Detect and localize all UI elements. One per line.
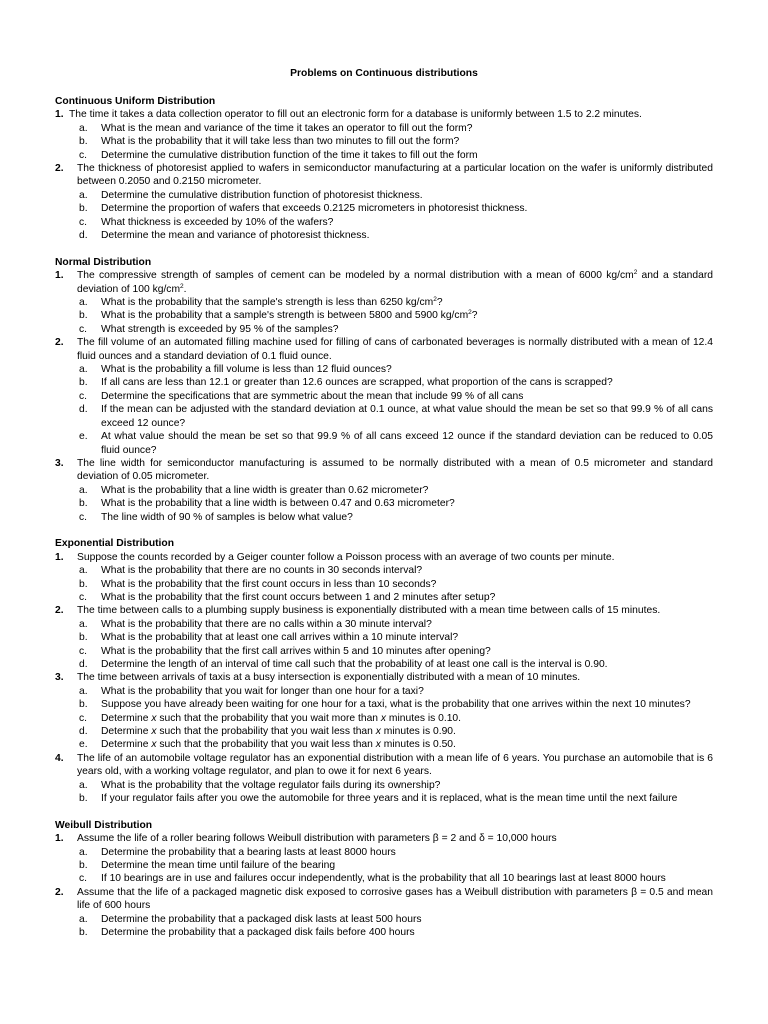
question (55, 886, 713, 913)
sub-question-letter: a. (79, 618, 88, 630)
sub-question-letter: c. (79, 645, 88, 657)
question-text: Assume that the life of a packaged magnetic disk exposed to corrosive gases has a Weibull distribution with parameters β = 0.5 and mean life of 600 hours (77, 886, 713, 912)
sub-question-text: What thickness is exceeded by 10% of the wafers? (101, 216, 334, 228)
sub-question-text: What is the mean and variance of the time it takes an operator to fill out the form? (101, 122, 473, 134)
sub-question-text: Determine the length of an interval of time call such that the probability of at least one call is the interval is 0.90. (101, 658, 608, 670)
sub-question-text: What is the probability that the first call arrives within 5 and 10 minutes after opening? (101, 645, 491, 657)
sub-question-text: Determine the probability that a packaged disk lasts at least 500 hours (101, 913, 422, 925)
sub-question (55, 216, 713, 229)
sub-question-letter: c. (79, 216, 88, 228)
sub-question (55, 296, 713, 309)
question-number: 1. (55, 270, 64, 282)
sub-question-letter: c. (79, 511, 88, 523)
section-gap (55, 242, 713, 255)
question (55, 269, 713, 296)
sub-question-text: Determine x such that the probability that you wait more than x minutes is 0.10. (101, 712, 462, 724)
sub-question-letter: b. (79, 377, 88, 389)
question-text: The fill volume of an automated filling machine used for filling of cans of carbonated beverages is normally distributed with a mean of 12.4 fluid ounces and a standard deviation of 0.1 fluid ounce. (77, 337, 713, 362)
document-title: Problems on Continuous distributions (290, 68, 478, 79)
sub-question (55, 135, 713, 148)
sub-question (55, 578, 713, 591)
sub-question-letter: b. (79, 860, 88, 872)
sub-question-letter: a. (79, 913, 88, 925)
sub-question-text: If all cans are less than 12.1 or greater than 12.6 ounces are scrapped, what proportion of the cans is scrapped? (101, 377, 613, 389)
section-gap (55, 805, 713, 818)
sub-question-text: If your regulator fails after you owe the automobile for three years and it is replaced, what is the mean time until the next failure (101, 793, 678, 805)
sub-question (55, 685, 713, 698)
sub-question-text: Determine the probability that a packaged disk fails before 400 hours (101, 927, 415, 939)
sub-question-letter: b. (79, 699, 88, 711)
section-heading: Weibull Distribution (55, 819, 153, 831)
sub-question-text: Determine the mean time until failure of the bearing (101, 860, 336, 872)
sub-question (55, 658, 713, 671)
sub-question (55, 376, 713, 389)
sub-question (55, 363, 713, 376)
sub-question (55, 430, 713, 457)
question-number: 3. (55, 672, 64, 684)
sub-question-letter: a. (79, 846, 88, 858)
sub-question (55, 698, 713, 711)
sub-question-letter: e. (79, 739, 88, 751)
sub-question-text: Determine the mean and variance of photoresist thickness. (101, 230, 370, 242)
question (55, 671, 713, 684)
sub-question (55, 122, 713, 135)
sub-question-text: What is the probability that there are no counts in 30 seconds interval? (101, 565, 423, 577)
sub-question (55, 725, 713, 738)
sub-question (55, 511, 713, 524)
sub-question-text: What is the probability that there are no calls within a 30 minute interval? (101, 618, 432, 630)
sub-question-text: What is the probability a fill volume is less than 12 fluid ounces? (101, 364, 392, 376)
sub-question-text: Determine the cumulative distribution function of photoresist thickness. (101, 189, 423, 201)
sub-question-letter: b. (79, 632, 88, 644)
sub-question-text: Suppose you have already been waiting for one hour for a taxi, what is the probability that one arrives within the next 10 minutes? (101, 699, 691, 711)
sub-question (55, 859, 713, 872)
sub-question-letter: b. (79, 498, 88, 510)
sub-question-letter: c. (79, 149, 88, 161)
sub-question-letter: b. (79, 578, 88, 590)
question-text: The life of an automobile voltage regulator has an exponential distribution with a mean life of 6 years. You purchase an automobile that is 6 years old, with a working voltage regulator, and plan to owe it for next 6 years. (77, 752, 713, 778)
sub-question-letter: a. (79, 297, 88, 309)
question (55, 832, 713, 845)
sub-question-text: Determine the specifications that are symmetric about the mean that include 99 % of all cans (101, 390, 524, 402)
sub-question (55, 189, 713, 202)
sub-question (55, 202, 713, 215)
sub-question (55, 591, 713, 604)
question (55, 752, 713, 779)
sub-question-text: What is the probability that at least one call arrives within a 10 minute interval? (101, 632, 459, 644)
document-body (55, 95, 713, 939)
sub-question (55, 913, 713, 926)
question-number: 2. (55, 163, 64, 175)
section-heading: Continuous Uniform Distribution (55, 96, 216, 107)
question-text: The compressive strength of samples of cement can be modeled by a normal distribution with a mean of 6000 $kg/cm^2$ and a standard deviation of 100 $kg/cm^2$. (77, 269, 713, 295)
question-text: The time between arrivals of taxis at a busy intersection is exponentially distributed with a mean of 10 minutes. (77, 672, 581, 684)
sub-question-letter: d. (79, 726, 88, 738)
section-heading: Exponential Distribution (55, 538, 174, 550)
sub-question-letter: b. (79, 793, 88, 805)
sub-question (55, 872, 713, 885)
sub-question (55, 631, 713, 644)
sub-question-letter: a. (79, 685, 88, 697)
sub-question-letter: b. (79, 136, 88, 148)
sub-question (55, 618, 713, 631)
sub-question (55, 309, 713, 322)
question (55, 604, 713, 617)
sub-question-text: What is the probability that you wait for longer than one hour for a taxi? (101, 685, 424, 697)
sub-question (55, 149, 713, 162)
sub-question (55, 390, 713, 403)
document-page (55, 67, 713, 939)
sub-question (55, 926, 713, 939)
sub-question-letter: b. (79, 927, 88, 939)
sub-question (55, 792, 713, 805)
sub-question-text: What is the probability that the voltage regulator fails during its ownership? (101, 779, 441, 791)
question (55, 551, 713, 564)
sub-question-letter: c. (79, 712, 88, 724)
sub-question-text: What is the probability that a line width is between 0.47 and 0.63 micrometer? (101, 498, 455, 510)
question (55, 457, 713, 484)
sub-question-letter: d. (79, 404, 88, 416)
sub-question-text: What is the probability that the first count occurs between 1 and 2 minutes after setup? (101, 591, 496, 603)
section-gap (55, 524, 713, 537)
sub-question-letter: e. (79, 431, 88, 443)
sub-question-text: Determine the probability that a bearing lasts at least 8000 hours (101, 846, 396, 858)
sub-question-letter: d. (79, 230, 88, 242)
sub-question-text: What strength is exceeded by 95 % of the samples? (101, 323, 339, 335)
sub-question-letter: a. (79, 779, 88, 791)
sub-question (55, 403, 713, 430)
sub-question-letter: b. (79, 203, 88, 215)
question-number: 1. (55, 551, 64, 563)
sub-question-text: If the mean can be adjusted with the standard deviation at 0.1 ounce, at what value should the mean be set so that 99.9 % of all cans exceed 12 ounce? (101, 404, 713, 429)
sub-question-text: Determine x such that the probability that you wait less than x minutes is 0.90. (101, 726, 456, 738)
sub-question-text: What is the probability that the first count occurs in less than 10 seconds? (101, 578, 437, 590)
sub-question-text: Determine the proportion of wafers that exceeds 0.2125 micrometers in photoresist thickness. (101, 203, 528, 215)
sub-question-text: What is the probability that it will take less than two minutes to fill out the form? (101, 136, 460, 148)
sub-question-letter: a. (79, 364, 88, 376)
question-text: Assume the life of a roller bearing follows Weibull distribution with parameters β = 2 and δ = 10,000 hours (77, 833, 557, 845)
sub-question-letter: c. (79, 591, 88, 603)
question (55, 162, 713, 189)
sub-question (55, 497, 713, 510)
sub-question-letter: c. (79, 873, 88, 885)
sub-question-letter: b. (79, 310, 88, 322)
sub-question-letter: a. (79, 484, 88, 496)
question-number: 2. (55, 337, 64, 349)
sub-question-text: What is the probability that the sample's strength is less than 6250 $kg/cm^2$? (101, 296, 443, 309)
sub-question (55, 645, 713, 658)
section-heading: Normal Distribution (55, 256, 152, 268)
question (55, 336, 713, 363)
sub-question-letter: a. (79, 122, 88, 134)
sub-question (55, 779, 713, 792)
sub-question-letter: c. (79, 390, 88, 402)
sub-question-text: Determine the cumulative distribution function of the time it takes to fill out the form (101, 149, 478, 161)
question-text: The line width for semiconductor manufacturing is assumed to be normally distributed with a mean of 0.5 micrometer and standard deviation of 0.05 micrometer. (77, 457, 713, 483)
sub-question-text: At what value should the mean be set so that 99.9 % of all cans exceed 12 ounce if the standard deviation can be reduced to 0.05 fluid ounce? (101, 431, 713, 456)
question-text: The thickness of photoresist applied to wafers in semiconductor manufacturing at a particular location on the wafer is uniformly distributed between 0.2050 and 0.2150 micrometer. (77, 163, 713, 188)
sub-question-letter: c. (79, 323, 88, 335)
question-number: 1. (55, 833, 64, 845)
question-number: 2. (55, 886, 64, 898)
question-text: The time it takes a data collection operator to fill out an electronic form for a database is uniformly between 1.5 to 2.2 minutes. (69, 109, 642, 121)
sub-question (55, 323, 713, 336)
question-number: 1. (55, 109, 64, 121)
sub-question (55, 846, 713, 859)
sub-question-letter: a. (79, 565, 88, 577)
sub-question (55, 712, 713, 725)
sub-question-text: The line width of 90 % of samples is below what value? (101, 511, 353, 523)
question (55, 108, 713, 121)
question-number: 3. (55, 457, 64, 469)
question-number: 4. (55, 752, 64, 764)
sub-question (55, 564, 713, 577)
sub-question (55, 229, 713, 242)
sub-question (55, 484, 713, 497)
sub-question-text: What is the probability that a sample's strength is between 5800 and 5900 $kg/cm^2$? (101, 309, 478, 322)
sub-question-text: If 10 bearings are in use and failures occur independently, what is the probability that all 10 bearings last at least 8000 hours (101, 873, 666, 885)
question-number: 2. (55, 605, 64, 617)
question-text: The time between calls to a plumbing supply business is exponentially distributed with a mean time between calls of 15 minutes. (77, 605, 661, 617)
sub-question-text: Determine x such that the probability that you wait less than x minutes is 0.50. (101, 739, 456, 751)
question-text: Suppose the counts recorded by a Geiger counter follow a Poisson process with an average of two counts per minute. (77, 551, 615, 563)
sub-question-letter: a. (79, 189, 88, 201)
sub-question-letter: d. (79, 658, 88, 670)
sub-question-text: What is the probability that a line width is greater than 0.62 micrometer? (101, 484, 429, 496)
sub-question (55, 738, 713, 751)
